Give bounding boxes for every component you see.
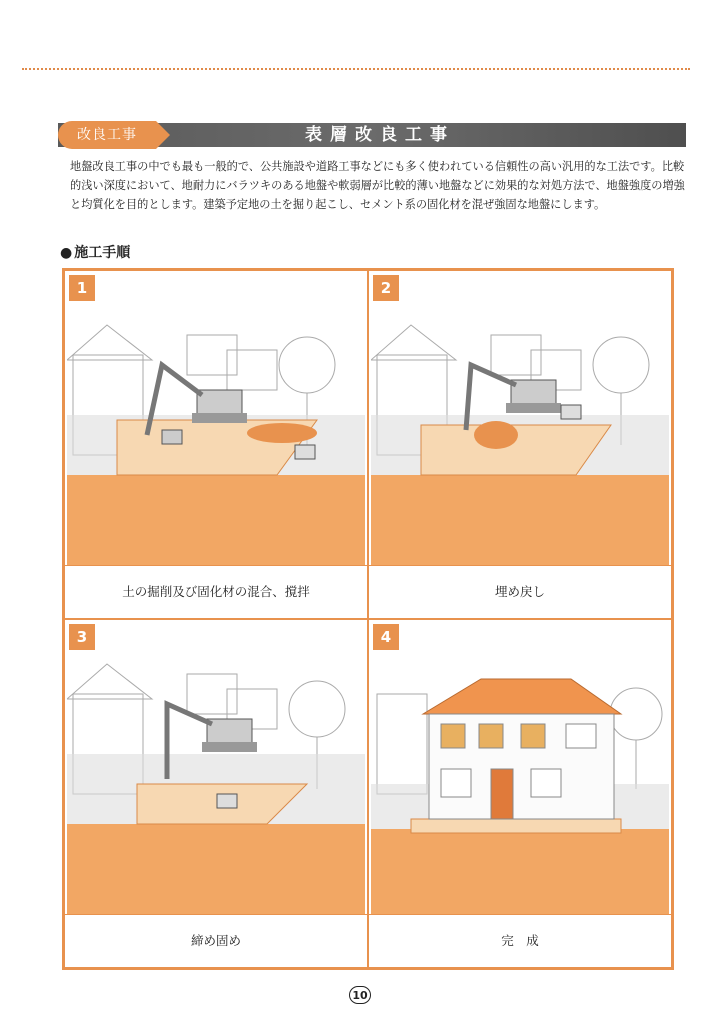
step-panel-2 [368,270,672,619]
section-title: 施工手順 [74,245,131,261]
step-caption: 埋め戻し [369,565,671,618]
step-panel-3 [64,619,368,968]
step-panel-4 [368,619,672,968]
page-title: 表層改良工事 [305,125,455,145]
illustration-backfill [371,305,669,565]
procedure-grid [62,268,674,970]
page-number: 10 [349,986,371,1004]
step-number: 2 [373,275,399,301]
bullet-icon: ● [60,245,73,261]
step-panel-1 [64,270,368,619]
category-tag: 改良工事 [58,121,156,149]
step-caption: 完 成 [369,914,671,967]
top-dotted-rule [22,68,690,70]
illustration-excavation-mixing [67,305,365,565]
section-heading [60,242,130,262]
step-number: 1 [69,275,95,301]
illustration-completed-house [371,654,669,914]
step-caption: 土の掘削及び固化材の混合、撹拌 [65,565,367,618]
intro-paragraph: 地盤改良工事の中でも最も一般的で、公共施設や道路工事などにも多く使われている信頼性の高い汎用的な工法です。比較的浅い深度において、地耐力にバラツキのある地盤や軟弱層が比較的薄い地盤などに効果的な対処方法で、地盤強度の増強と均質化を目的とします。建築予定地の土を掘り起こし、セメント系の固化材を混ぜ強固な地盤にします。 [70,160,685,211]
step-caption: 締め固め [65,914,367,967]
step-number: 3 [69,624,95,650]
illustration-compaction [67,654,365,914]
step-number: 4 [373,624,399,650]
